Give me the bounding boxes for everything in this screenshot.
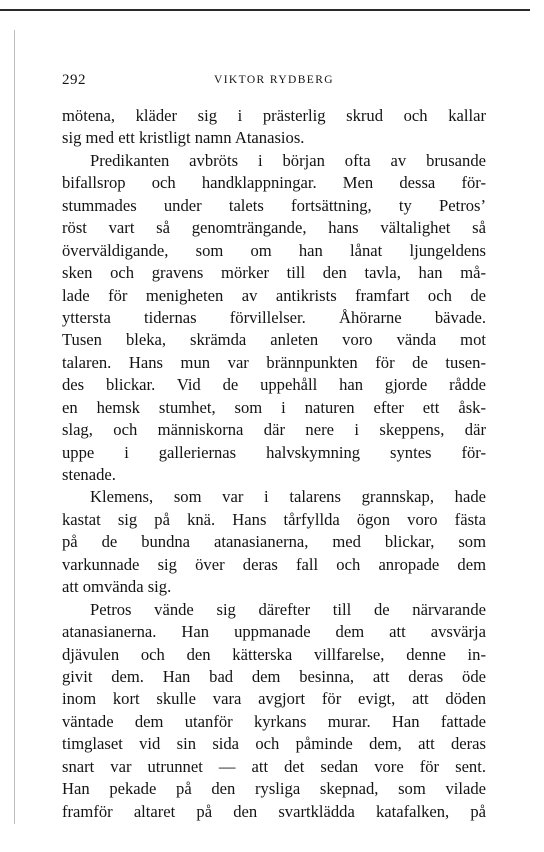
- left-scan-edge: [14, 30, 15, 824]
- page-number: 292: [62, 72, 86, 88]
- body-text: [62, 105, 486, 823]
- text-line: sken och gravens mörker till den tavla, han må-: [62, 263, 486, 283]
- text-line: sig med ett kristligt namn Atanasios.: [62, 128, 305, 148]
- page-header: [62, 72, 486, 92]
- text-line: slag, och människorna där nere i skeppens, där: [62, 420, 486, 440]
- text-line: yttersta tidernas förvillelser. Åhörarne bävade.: [62, 307, 486, 327]
- text-line: inom kort skulle vara avgjort för evigt, att döden: [62, 689, 486, 709]
- text-line: Klemens, som var i talarens grannskap, hade: [90, 487, 486, 507]
- text-line: timglaset vid sin sida och påminde dem, att deras: [62, 734, 486, 754]
- text-line: mötena, kläder sig i prästerlig skrud och kallar: [62, 106, 486, 125]
- text-line: des blickar. Vid de uppehåll han gjorde rådde: [62, 375, 486, 395]
- text-line: lade för menigheten av antikrists framfart och de: [62, 285, 486, 305]
- text-line: givit dem. Han bad dem besinna, att deras öde: [62, 666, 486, 686]
- text-line: Predikanten avbröts i början ofta av brusande: [90, 150, 486, 170]
- text-line: stummades under talets fortsättning, ty Petros’: [62, 195, 486, 215]
- text-line: på de bundna atanasianerna, med blickar, som: [62, 532, 486, 552]
- text-line: snart var utrunnet — att det sedan vore för sent.: [62, 756, 486, 776]
- text-line: djävulen och den kätterska villfarelse, denne in-: [62, 644, 486, 664]
- text-line: en hemsk stumhet, som i naturen efter ett åsk-: [62, 397, 486, 417]
- top-border-rule: [0, 9, 530, 11]
- text-line: atanasianerna. Han uppmanade dem att avsvärja: [62, 622, 486, 642]
- text-line: Han pekade på den rysliga skepnad, som vilade: [62, 779, 486, 799]
- text-line: talaren. Hans mun var brännpunkten för de tusen-: [62, 352, 486, 372]
- text-line: Petros vände sig därefter till de närvarande: [90, 599, 486, 619]
- text-line: uppe i galleriernas halvskymning syntes för-: [62, 442, 486, 462]
- text-line: Tusen bleka, skrämda anleten voro vända mot: [62, 330, 486, 350]
- text-line: att omvända sig.: [62, 577, 172, 597]
- text-line: stenade.: [62, 465, 116, 484]
- text-line: överväldigande, som om han lånat ljungeldens: [62, 240, 486, 260]
- text-line: bifallsrop och handklappningar. Men dessa för-: [62, 173, 486, 193]
- text-line: framför altaret på den svartklädda katafalken, på: [62, 801, 486, 821]
- text-line: varkunnade sig över deras fall och anropade dem: [62, 554, 486, 574]
- text-line: väntade dem utanför kyrkans murar. Han fattade: [62, 711, 486, 731]
- text-line: kastat sig på knä. Hans tårfyllda ögon voro fästa: [62, 509, 486, 529]
- running-head: VIKTOR RYDBERG: [213, 74, 335, 86]
- text-line: röst vart så genomträngande, hans vältalighet så: [62, 218, 486, 238]
